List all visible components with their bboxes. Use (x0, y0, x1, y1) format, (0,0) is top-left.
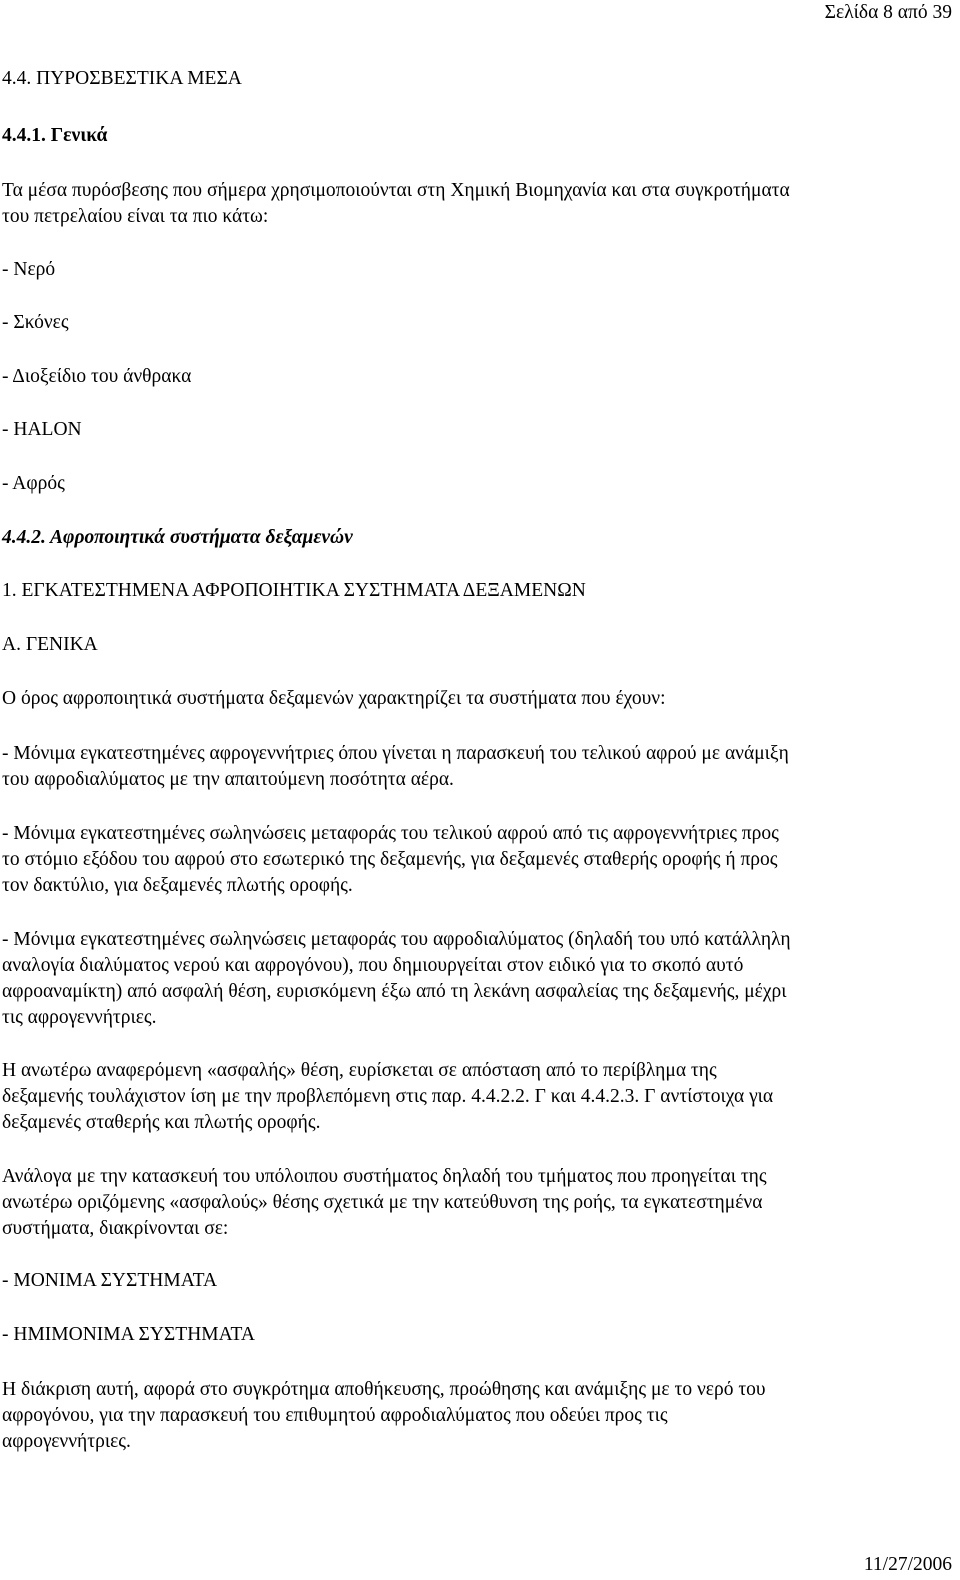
list-item: - Αφρός (2, 473, 65, 494)
paragraph-line: - Μόνιμα εγκατεστημένες σωληνώσεις μεταφοράς του τελικού αφρού από τις αφρογεννήτριες προς (2, 823, 779, 844)
paragraph-line: τις αφρογεννήτριες. (2, 1007, 157, 1028)
intro-line: του πετρελαίου είναι τα πιο κάτω: (2, 206, 269, 227)
list-item: - Διοξείδιο του άνθρακα (2, 366, 192, 387)
footer-date: 11/27/2006 (863, 1554, 952, 1575)
paragraph-line: - Μόνιμα εγκατεστημένες σωληνώσεις μεταφοράς του αφροδιαλύματος (δηλαδή του υπό κατάλληλη (2, 929, 791, 950)
intro-line: Τα μέσα πυρόσβεσης που σήμερα χρησιμοποιούνται στη Χημική Βιομηχανία και στα συγκροτήματα (2, 180, 790, 201)
list-item: - Νερό (2, 259, 56, 280)
paragraph-line: Η διάκριση αυτή, αφορά στο συγκρότημα αποθήκευσης, προώθησης και ανάμιξης με το νερό του (2, 1379, 766, 1400)
paragraph (2, 821, 952, 899)
section-title: 4.4. ΠΥΡΟΣΒΕΣΤΙΚΑ ΜΕΣΑ (2, 68, 242, 89)
paragraph-line: αφρογεννήτριες. (2, 1431, 131, 1452)
heading-installed-systems: 1. ΕΓΚΑΤΕΣΤΗΜΕΝΑ ΑΦΡΟΠΟΙΗΤΙΚΑ ΣΥΣΤΗΜΑΤΑ ΔΕΞΑΜΕΝΩΝ (2, 580, 586, 601)
paragraph-line: Η ανωτέρω αναφερόμενη «ασφαλής» θέση, ευρίσκεται σε απόσταση από το περίβλημα της (2, 1060, 717, 1081)
list-item: - ΗΜΙΜΟΝΙΜΑ ΣΥΣΤΗΜΑΤΑ (2, 1324, 255, 1345)
paragraph (2, 1377, 952, 1455)
heading-general: Α. ΓΕΝΙΚΑ (2, 634, 98, 655)
page-number: Σελίδα 8 από 39 (824, 2, 952, 23)
paragraph-line: αφρογόνου, για την παρασκευή του επιθυμητού αφροδιαλύματος που οδεύει προς τις (2, 1405, 668, 1426)
paragraph-line: δεξαμενές σταθερής και πλωτής οροφής. (2, 1112, 321, 1133)
paragraph (2, 1058, 952, 1136)
list-item: - Σκόνες (2, 312, 69, 333)
list-item: - HALON (2, 419, 82, 440)
list-item: - ΜΟΝΙΜΑ ΣΥΣΤΗΜΑΤΑ (2, 1270, 218, 1291)
paragraph-line: αναλογία διαλύματος νερού και αφρογόνου), που δημιουργείται στον ειδικό για το σκοπό αυτό (2, 955, 744, 976)
paragraph-line: αφροαναμίκτη) από ασφαλή θέση, ευρισκόμενη έξω από τη λεκάνη ασφαλείας της δεξαμενής, μέχρι (2, 981, 787, 1002)
subsection-title-general: 4.4.1. Γενικά (2, 125, 108, 146)
paragraph-line: Ανάλογα με την κατασκευή του υπόλοιπου συστήματος δηλαδή του τμήματος που προηγείται της (2, 1166, 767, 1187)
definition-paragraph: Ο όρος αφροποιητικά συστήματα δεξαμενών χαρακτηρίζει τα συστήματα που έχουν: (2, 688, 666, 709)
paragraph-line: συστήματα, διακρίνονται σε: (2, 1218, 229, 1239)
paragraph (2, 741, 952, 793)
paragraph-line: του αφροδιαλύματος με την απαιτούμενη ποσότητα αέρα. (2, 769, 454, 790)
paragraph-line: ανωτέρω οριζόμενης «ασφαλούς» θέσης σχετικά με την κατεύθυνση της ροής, τα εγκατεστημένα (2, 1192, 763, 1213)
paragraph (2, 927, 952, 1031)
paragraph (2, 1164, 952, 1242)
intro-paragraph (2, 178, 952, 230)
paragraph-line: το στόμιο εξόδου του αφρού στο εσωτερικό της δεξαμενής, για δεξαμενές σταθερής οροφής ή προς (2, 849, 778, 870)
paragraph-line: τον δακτύλιο, για δεξαμενές πλωτής οροφής. (2, 875, 353, 896)
paragraph-line: δεξαμενής τουλάχιστον ίση με την προβλεπόμενη στις παρ. 4.4.2.2. Γ και 4.4.2.3. Γ αντίστοιχα για (2, 1086, 774, 1107)
paragraph-line: - Μόνιμα εγκατεστημένες αφρογεννήτριες όπου γίνεται η παρασκευή του τελικού αφρού με ανάμιξη (2, 743, 789, 764)
subsection-title-foam-systems: 4.4.2. Αφροποιητικά συστήματα δεξαμενών (2, 527, 353, 548)
